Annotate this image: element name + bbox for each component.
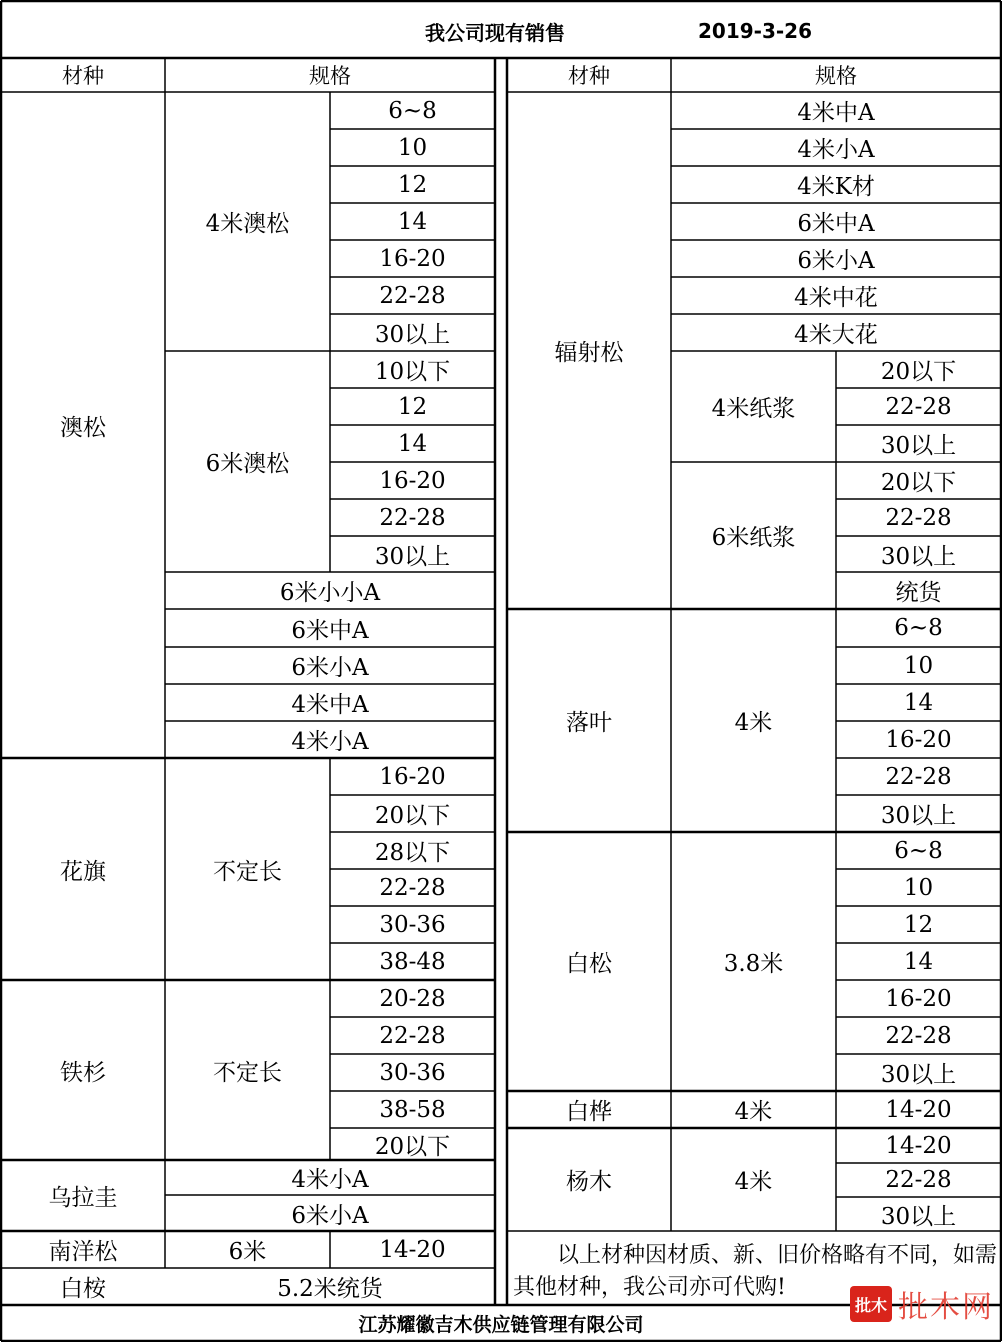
spec-cell: 4米大花	[794, 322, 878, 348]
size-cell: 22-28	[885, 393, 952, 420]
length-cell: 不定长	[213, 858, 282, 885]
spec-cell: 4米小A	[291, 729, 369, 755]
spec-cell: 6米中A	[291, 617, 369, 644]
size-cell: 16-20	[379, 763, 446, 790]
size-cell: 30-36	[379, 911, 446, 938]
size-cell: 20-28	[379, 985, 446, 1012]
material-name: 杨木	[566, 1169, 612, 1195]
length-cell: 4米	[734, 710, 773, 736]
header-material-right: 材种	[568, 64, 610, 88]
size-cell: 12	[903, 911, 934, 938]
group-label: 6米澳松	[205, 451, 290, 477]
watermark-logo	[850, 1282, 994, 1326]
material-name: 花旗	[60, 858, 106, 885]
group-label: 6米纸浆	[711, 525, 796, 551]
size-cell: 30以上	[374, 322, 451, 348]
size-cell: 12	[397, 393, 428, 420]
material-name: 南洋松	[48, 1239, 118, 1265]
spec-cell: 4米中花	[794, 285, 878, 311]
size-cell: 12	[397, 171, 428, 198]
spec-cell: 6米小A	[291, 655, 369, 681]
sheet-title: 我公司现有销售	[425, 20, 565, 45]
size-cell: 22-28	[379, 1022, 446, 1049]
size-cell: 22-28	[379, 504, 446, 531]
size-cell: 38-48	[379, 948, 446, 975]
spec-cell: 6米中A	[797, 211, 875, 237]
size-cell: 14	[397, 430, 428, 457]
spec-cell: 4米小A	[797, 137, 875, 163]
size-cell: 10	[397, 134, 428, 161]
material-name: 铁杉	[60, 1059, 106, 1086]
material-name: 白桉	[60, 1276, 106, 1302]
size-cell: 28以下	[374, 840, 451, 866]
spec-cell: 6米小A	[291, 1202, 369, 1229]
watermark-badge: 批木	[850, 1286, 892, 1322]
size-cell: 30以上	[880, 543, 957, 570]
length-cell: 6米	[228, 1239, 267, 1265]
spec-cell: 4米中A	[797, 100, 875, 126]
size-cell: 30以上	[880, 1062, 957, 1088]
size-cell: 30以上	[880, 1203, 957, 1230]
size-cell: 14-20	[379, 1236, 446, 1263]
size-cell: 14-20	[885, 1096, 952, 1123]
size-cell: 统货	[895, 580, 942, 606]
size-cell: 10以下	[374, 359, 451, 385]
group-label: 4米纸浆	[711, 396, 796, 422]
material-name: 白桦	[566, 1099, 612, 1125]
size-cell: 16-20	[885, 985, 952, 1012]
size-cell: 14	[397, 208, 428, 235]
note-text: 以上材种因材质、新、旧价格略有不同，如需其他材种，我公司亦可代购!	[513, 1243, 998, 1300]
size-cell: 22-28	[885, 763, 952, 790]
watermark-text: 批木网	[898, 1290, 994, 1325]
size-cell: 16-20	[379, 245, 446, 272]
size-cell: 20以下	[880, 470, 957, 496]
size-cell: 30以上	[880, 803, 957, 829]
size-cell: 22-28	[885, 504, 952, 531]
material-name: 白松	[566, 951, 612, 977]
material-name: 辐射松	[554, 340, 624, 366]
group-label: 4米澳松	[205, 211, 290, 237]
material-name: 澳松	[60, 414, 106, 441]
size-cell: 14	[903, 689, 934, 716]
size-cell: 30以上	[880, 433, 957, 459]
sheet-date: 2019-3-26	[697, 19, 812, 43]
size-cell: 20以下	[374, 803, 451, 829]
length-cell: 不定长	[213, 1059, 282, 1086]
size-cell: 16-20	[885, 726, 952, 753]
size-cell: 38-58	[379, 1096, 446, 1123]
spec-cell: 4米小A	[291, 1167, 369, 1193]
size-cell: 20以下	[374, 1133, 451, 1160]
size-cell: 20以下	[880, 359, 957, 385]
size-cell: 22-28	[885, 1022, 952, 1049]
size-cell: 30以上	[374, 543, 451, 570]
size-cell: 10	[903, 652, 934, 679]
size-cell: 10	[903, 874, 934, 901]
header-material-left: 材种	[62, 64, 104, 88]
spec-cell: 4米中A	[291, 692, 369, 718]
material-name: 落叶	[566, 710, 612, 736]
length-cell: 4米	[734, 1169, 773, 1195]
size-cell: 6~8	[388, 97, 437, 124]
company-name: 江苏耀徽吉木供应链管理有限公司	[358, 1313, 644, 1336]
size-cell: 16-20	[379, 467, 446, 494]
length-cell: 3.8米	[723, 951, 784, 977]
spec-cell: 6米小小A	[279, 580, 381, 606]
size-cell: 6~8	[894, 837, 943, 864]
spec-cell: 5.2米统货	[277, 1276, 383, 1302]
size-cell: 6~8	[894, 615, 943, 641]
header-spec-left: 规格	[309, 64, 351, 88]
material-name: 乌拉圭	[48, 1185, 118, 1211]
header-spec-right: 规格	[815, 64, 857, 88]
spec-cell: 4米K材	[797, 174, 875, 200]
size-cell: 22-28	[885, 1167, 952, 1193]
size-cell: 22-28	[379, 282, 446, 309]
size-cell: 14	[903, 948, 934, 975]
length-cell: 4米	[734, 1099, 773, 1125]
size-cell: 30-36	[379, 1059, 446, 1086]
spec-cell: 6米小A	[797, 248, 875, 274]
size-cell: 14-20	[885, 1132, 952, 1159]
size-cell: 22-28	[379, 874, 446, 901]
